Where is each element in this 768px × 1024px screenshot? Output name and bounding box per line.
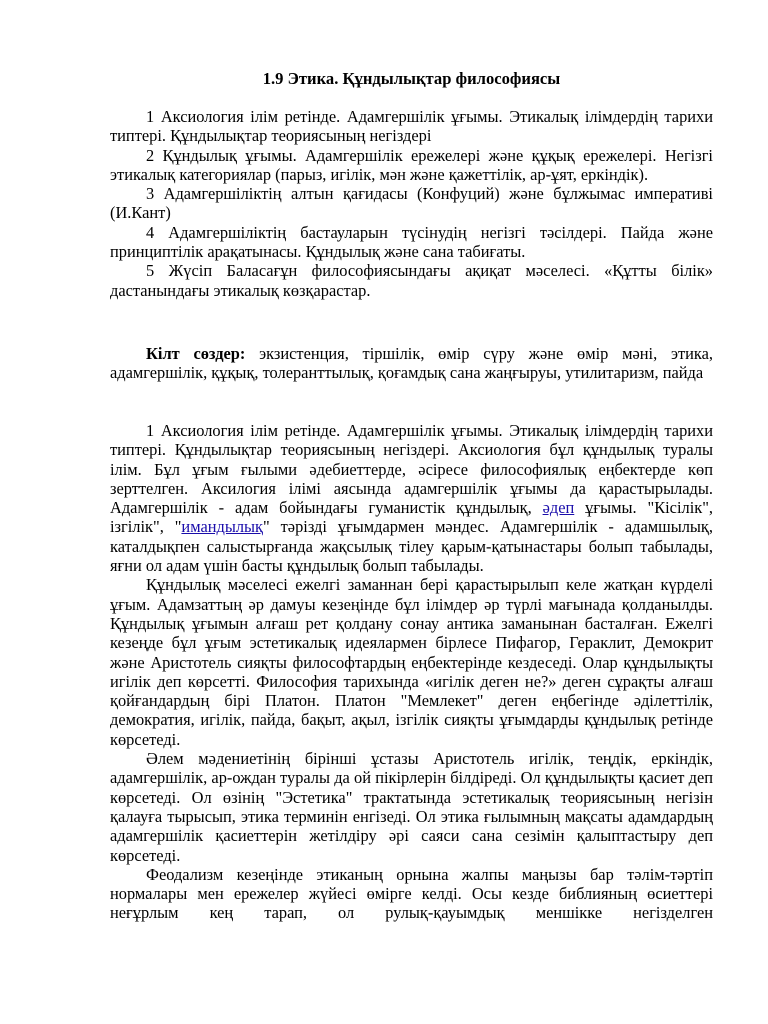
body-text: " тәрізді ұғымдармен мәндес. Адамгершілік - адамшылық, каталдықпен салыстырғанда жақсылық тілеу қарым-қатынастары болып табылады, яғни ол адам үшін басты құндылық болып табылады.	[110, 517, 713, 576]
outline-item: 1 Аксиология ілім ретінде. Адамгершілік ұғымы. Этикалық ілімдердің тарихи типтері. Құндылықтар теориясының негіздері	[110, 107, 713, 146]
body-paragraph-2: Құндылық мәселесі ежелгі заманнан бері қарастырылып келе жатқан күрделі ұғым. Адамзаттың әр дамуы кезеңінде бұл ілімдер әр түрлі мағынада қолданылды. Құндылық ұғымын алғаш рет қолдану сонау антика заманынан басталған. Ежелгі кезеңде бұл ұғым эстетикалық идеялармен бірлесе Пифагор, Гераклит, Демокрит және Аристотель сияқты философтардың еңбектерінде кездеседі. Олар құндылықты игілік деп көрсетті. Философия тарихында «игілік деген не?» деген сұрақты алғаш қойғандардың бірі Платон. Платон "Мемлекет" деген еңбегінде әділеттілік, демократия, игілік, пайда, бақыт, ақыл, ізгілік сияқты ұғымдарды құндылық ретінде көрсетеді.	[110, 575, 713, 749]
body-text: ұғымы. "Кісілік", ізгілік", "	[110, 498, 713, 537]
keywords-label: Кілт сөздер:	[146, 344, 246, 363]
body-paragraph-1	[110, 421, 713, 575]
body-paragraph-4: Феодализм кезеңінде этиканың орнына жалпы маңызы бар тәлім-тәртіп нормалары мен ережелер жүйесі өмірге келді. Осы кезде библияның өсиеттері неғұрлым кең тарап, ол рулық-қауымдық меншікке негізделген	[110, 864, 713, 923]
body-text: 1 Аксиология ілім ретінде. Адамгершілік ұғымы. Этикалық ілімдердің тарихи типтері. Құндылықтар теориясының негіздері. Аксиология бұл құндылық туралы ілім. Бұл ұғым ғылыми әдебиеттерде, әсіресе философиялық еңбектерде көп зерттелген. Аксилогия ілімі аясында адамгершілік ұғымы да қарастырылады. Адамгершілік - адам бойындағы гуманистік құндылық,	[110, 421, 713, 518]
outline-item: 3 Адамгершіліктің алтын қағидасы (Конфуций) және бұлжымас императиві (И.Кант)	[110, 184, 713, 223]
outline-item: 2 Құндылық ұғымы. Адамгершілік ережелері және құқық ережелері. Негізгі этикалық категориялар (парыз, игілік, мән және қажеттілік, ар-ұят, еркіндік).	[110, 145, 713, 184]
main-text	[110, 421, 713, 923]
page-title: 1.9 Этика. Құндылықтар философиясы	[262, 69, 561, 88]
outline-item: 5 Жүсіп Баласағұн философиясындағы ақиқат мәселесі. «Құтты білік» дастанындағы этикалық көзқарастар.	[110, 261, 713, 300]
outline-list	[110, 107, 713, 300]
keywords-block	[110, 344, 713, 383]
link-adep[interactable]: әдеп	[542, 498, 575, 518]
outline-item: 4 Адамгершіліктің бастауларын түсінудің негізгі тәсілдері. Пайда және принциптілік арақатынасы. Құндылық және сана табиғаты.	[110, 222, 713, 262]
keywords-text: экзистенция, тіршілік, өмір сүру және өмір мәні, этика, адамгершілік, құқық, толеранттылық, қоғамдық сана жаңғыруы, утилитаризм, пайда	[110, 344, 713, 383]
body-paragraph-3: Әлем мәдениетінің бірінші ұстазы Аристотель игілік, теңдік, еркіндік, адамгершілік, ар-ождан туралы да ой пікірлерін білдіреді. Ол құндылықты қасиет деп көрсетеді. Ол өзінің "Эстетика" трактатында эстетикалық теориясының негізін қалауға тырысып, этика терминін енгізеді. Ол этика ғылымның мақсаты адамдардың адамгершілік қасиеттерін жетілдіру әрі саяси сана сезімін қалыптастыру деп көрсетеді.	[110, 749, 713, 865]
link-imandylyk[interactable]: имандылық	[181, 517, 264, 537]
keywords-paragraph	[110, 344, 713, 383]
